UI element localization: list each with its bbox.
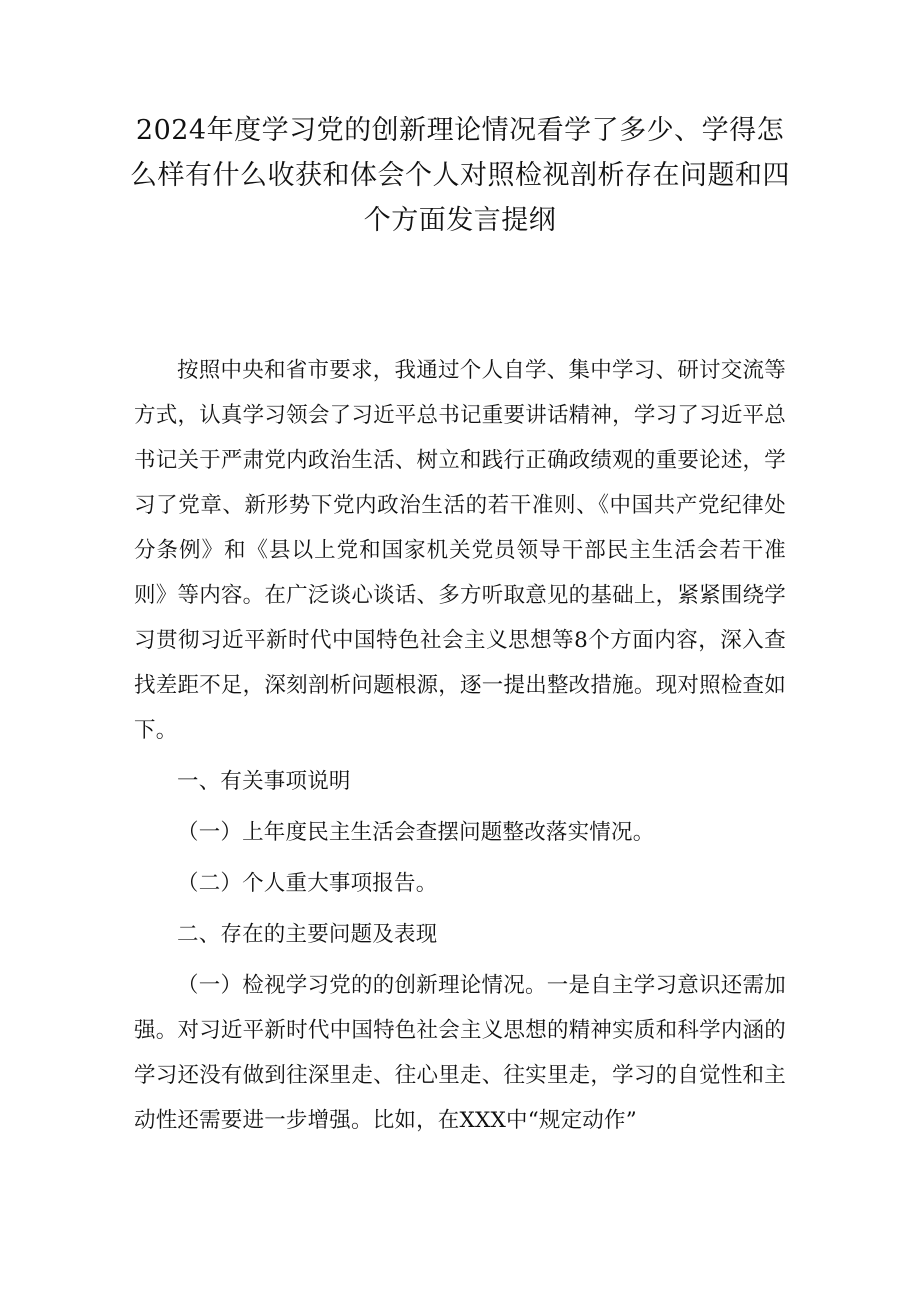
paragraph-2-1: （一）检视学习党的的创新理论情况。一是自主学习意识还需加强。对习近平新时代中国特色社会主义思想的精神实质和科学内涵的学习还没有做到往深里走、往心里走、往实里走，学习的自觉性和主动性还需要进一步增强。比如，在XXX中“规定动作” [134, 973, 786, 1133]
paragraph-intro: 按照中央和省市要求，我通过个人自学、集中学习、研讨交流等方式，认真学习领会了习近平总书记重要讲话精神，学习了习近平总书记关于严肃党内政治生活、树立和践行正确政绩观的重要论述，学习了党章、新形势下党内政治生活的若干准则、《中国共产党纪律处分条例》和《县以上党和国家机关党员领导干部民主生活会若干准则》等内容。在广泛谈心谈话、多方听取意见的基础上，紧紧围绕学习贯彻习近平新时代中国特色社会主义思想等8个方面内容，深入查找差距不足，深刻剖析问题根源，逐一提出整改措施。现对照检查如下。 [134, 358, 786, 743]
heading-section-1: 一、有关事项说明 [177, 769, 351, 794]
document-body [134, 348, 786, 1143]
subheading-1-2: （二）个人重大事项报告。 [177, 871, 438, 896]
document-title: 2024年度学习党的创新理论情况看学了多少、学得怎么样有什么收获和体会个人对照检视剖析存在问题和四个方面发言提纲 [130, 115, 790, 236]
subheading-1-1: （一）上年度民主生活会查摆问题整改落实情况。 [177, 820, 655, 845]
heading-section-2: 二、存在的主要问题及表现 [177, 922, 438, 947]
